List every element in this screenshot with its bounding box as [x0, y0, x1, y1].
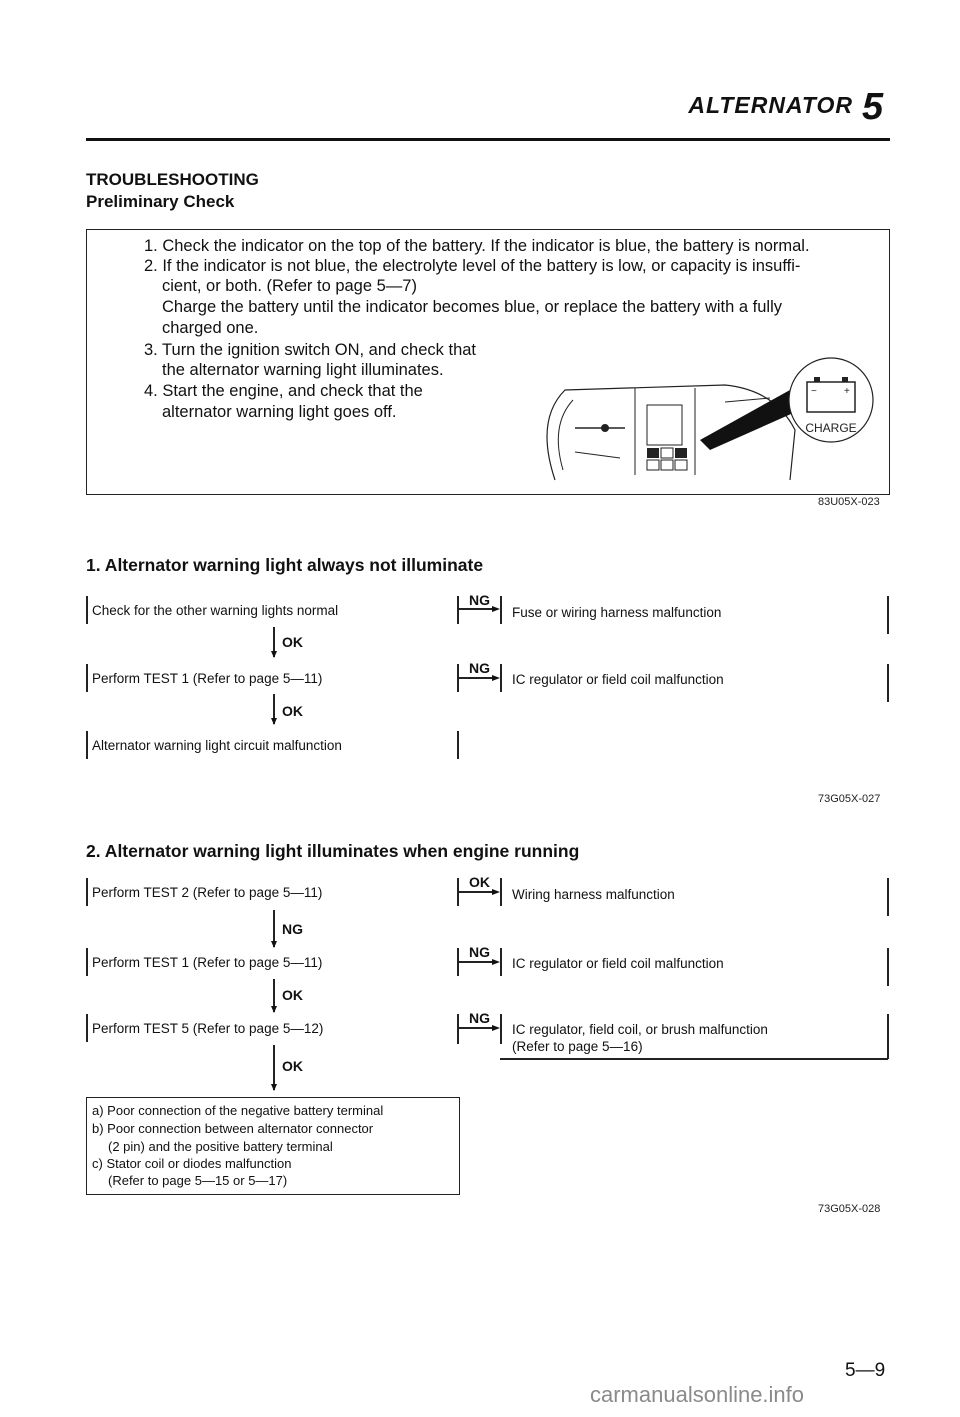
charge-label: CHARGE: [805, 421, 857, 435]
arrow-right-icon: [492, 959, 500, 965]
section-heading: TROUBLESHOOTING: [86, 170, 259, 189]
arrow-right-icon: [492, 675, 500, 681]
arrow-right-icon: [492, 606, 500, 612]
check-other-lights: Check for the other warning lights normal: [92, 603, 339, 618]
wiring-harness-malfunction: Wiring harness malfunction: [512, 887, 675, 902]
ng-label: NG: [469, 944, 490, 960]
ng-label: NG: [282, 921, 303, 937]
bracket: [500, 596, 502, 624]
bracket: [500, 1014, 502, 1044]
arrow-down-icon: [271, 718, 277, 725]
bracket: [86, 1014, 88, 1042]
connector: [458, 677, 494, 679]
bracket: [500, 664, 502, 692]
chapter-title: ALTERNATOR: [688, 92, 853, 118]
cause-c: c) Stator coil or diodes malfunction: [92, 1156, 292, 1171]
cause-a: a) Poor connection of the negative battery terminal: [92, 1103, 384, 1118]
step-4-cont: alternator warning light goes off.: [162, 403, 397, 421]
figure-id: 73G05X-028: [818, 1203, 881, 1215]
ng-label: NG: [469, 592, 490, 608]
step-3: 3. Turn the ignition switch ON, and check that: [144, 341, 477, 359]
arrow-down-icon: [271, 1084, 277, 1091]
ic-regulator-malfunction: IC regulator or field coil malfunction: [512, 672, 724, 687]
arrow-down-icon: [271, 651, 277, 658]
bracket: [887, 878, 889, 916]
fuse-wiring-malfunction: Fuse or wiring harness malfunction: [512, 605, 722, 620]
bracket: [86, 664, 88, 692]
connector: [458, 1027, 494, 1029]
step-2-cont: cient, or both. (Refer to page 5—7): [162, 277, 417, 295]
cause-b: b) Poor connection between alternator connector: [92, 1121, 374, 1136]
perform-test-5: Perform TEST 5 (Refer to page 5—12): [92, 1021, 324, 1036]
arrow-right-icon: [492, 889, 500, 895]
page-number: 5—9: [845, 1360, 886, 1381]
bracket: [887, 948, 889, 986]
ok-label: OK: [282, 703, 303, 719]
perform-test-2: Perform TEST 2 (Refer to page 5—11): [92, 885, 323, 900]
ic-regulator-brush-malfunction: IC regulator, field coil, or brush malfunction: [512, 1022, 768, 1037]
arrow-down-icon: [271, 1006, 277, 1013]
instrument-cluster-illustration: [535, 330, 880, 490]
chapter-number: 5: [862, 86, 884, 128]
ok-label: OK: [469, 874, 490, 890]
section-subheading: Preliminary Check: [86, 192, 235, 211]
ic-regulator-malfunction: IC regulator or field coil malfunction: [512, 956, 724, 971]
cause-b-cont: (2 pin) and the positive battery terminal: [108, 1139, 333, 1154]
step-1: 1. Check the indicator on the top of the battery. If the indicator is blue, the battery is normal.: [144, 237, 810, 255]
bracket: [457, 1014, 459, 1044]
ng-label: NG: [469, 660, 490, 676]
bracket: [500, 878, 502, 906]
perform-test-1: Perform TEST 1 (Refer to page 5—11): [92, 955, 323, 970]
ok-label: OK: [282, 1058, 303, 1074]
step-4: 4. Start the engine, and check that the: [144, 382, 423, 400]
bracket: [86, 731, 88, 759]
arrow-down-icon: [271, 941, 277, 948]
svg-text:+: +: [844, 386, 850, 397]
bracket: [457, 731, 459, 759]
footer-watermark: carmanualsonline.info: [590, 1382, 805, 1407]
bracket: [86, 596, 88, 624]
warning-circuit-malfunction: Alternator warning light circuit malfunction: [92, 738, 342, 753]
bracket: [500, 948, 502, 976]
step-2-cont2: Charge the battery until the indicator becomes blue, or replace the battery with a fully: [162, 298, 783, 316]
section-1-title: 1. Alternator warning light always not illuminate: [86, 555, 484, 575]
bracket: [86, 948, 88, 976]
ok-label: OK: [282, 634, 303, 650]
header-rule: [86, 138, 890, 141]
connector: [458, 608, 494, 610]
ok-label: OK: [282, 987, 303, 1003]
bracket: [86, 878, 88, 906]
bracket: [887, 1014, 889, 1059]
ng-label: NG: [469, 1010, 490, 1026]
step-3-cont: the alternator warning light illuminates.: [162, 361, 444, 379]
bracket: [457, 596, 459, 624]
connector: [500, 1058, 888, 1060]
arrow-right-icon: [492, 1025, 500, 1031]
svg-text:−: −: [811, 386, 817, 397]
step-2-cont3: charged one.: [162, 319, 259, 337]
connector: [458, 891, 494, 893]
connector: [458, 961, 494, 963]
perform-test-1: Perform TEST 1 (Refer to page 5—11): [92, 671, 323, 686]
refer-page: (Refer to page 5—16): [512, 1039, 643, 1054]
bracket: [887, 596, 889, 634]
step-2: 2. If the indicator is not blue, the electrolyte level of the battery is low, or capacity is insuffi-: [144, 257, 801, 275]
figure-id: 73G05X-027: [818, 793, 881, 805]
cause-c-cont: (Refer to page 5—15 or 5—17): [108, 1173, 288, 1188]
bracket: [887, 664, 889, 702]
figure-id: 83U05X-023: [818, 496, 880, 508]
section-2-title: 2. Alternator warning light illuminates when engine running: [86, 841, 580, 861]
